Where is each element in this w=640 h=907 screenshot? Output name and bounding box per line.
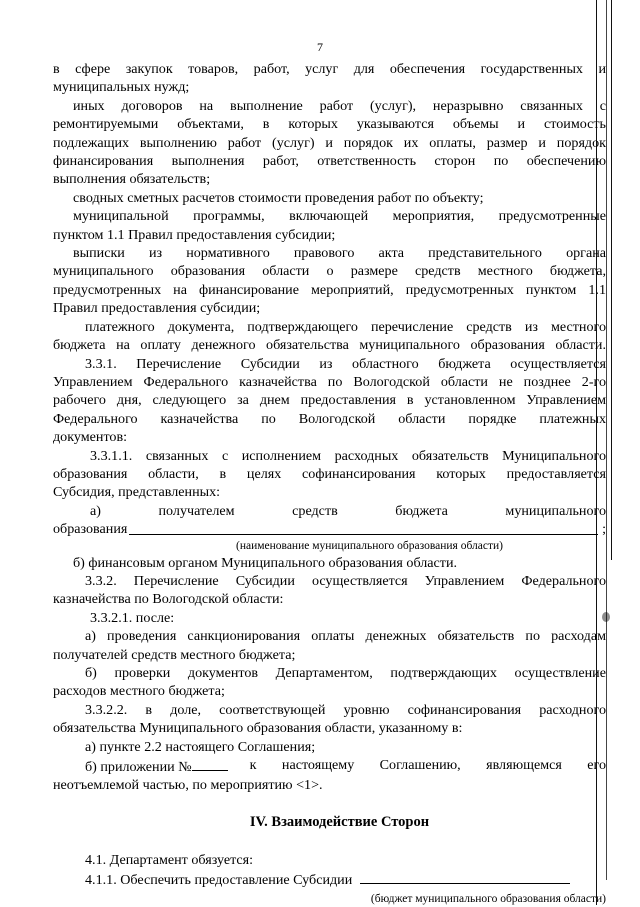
- text-line: образования области, в целях софинансирования которых предоставляется: [53, 465, 606, 482]
- text-line: сводных сметных расчетов стоимости проведения работ по объекту;: [73, 189, 484, 206]
- text-line-with-blank: [53, 756, 606, 776]
- text-line: б) проверки документов Департаментом, подтверждающих осуществление: [85, 665, 606, 681]
- text-line: 3.3.2. Перечисление Субсидии осуществляется Управлением Федерального: [85, 572, 606, 589]
- text-line: обязательства Муниципального образования области, указанному в:: [53, 720, 463, 737]
- text-line: 3.3.1.1. связанных с исполнением расходных обязательств Муниципального: [90, 447, 606, 464]
- text-line: а) проведения санкционирования оплаты денежных обязательств по расходам: [85, 628, 606, 645]
- text-fragment: б) приложении №: [85, 759, 192, 776]
- section-heading: IV. Взаимодействие Сторон: [249, 813, 430, 830]
- text-line: расходов местного бюджета;: [53, 683, 225, 700]
- text-line: а) получателем средств бюджета муниципального: [90, 502, 606, 519]
- text-line-with-blank: [53, 869, 606, 889]
- text-line: муниципальных нужд;: [53, 79, 190, 96]
- text-line: 3.3.2.1. после:: [90, 609, 175, 626]
- text-line: 3.3.1. Перечисление Субсидии из областного бюджета осуществляется: [85, 355, 606, 372]
- text-line: 3.3.2.2. в доле, соответствующей уровню софинансирования расходного: [85, 701, 606, 718]
- text-line: Субсидия, представленных:: [53, 484, 221, 501]
- text-line: финансирования выполнения работ, ответственность сторон по обеспечению: [53, 153, 606, 170]
- fill-in-blank: [129, 520, 598, 535]
- page-number: 7: [317, 40, 323, 54]
- text-line: рабочего дня, следующего за днем предоставления в установленном Управлением: [53, 392, 606, 409]
- field-caption: (наименование муниципального образования области): [236, 539, 503, 552]
- text-line: Управлением Федерального казначейства по Вологодской области не позднее 2-го: [53, 373, 606, 390]
- text-line: предусмотренных на финансирование мероприятий, предусмотренных пунктом 1.1: [53, 281, 606, 298]
- text-line: казначейства по Вологодской области:: [53, 591, 284, 608]
- text-fragment: 4.1.1. Обеспечить предоставление Субсидии: [85, 872, 353, 889]
- scan-edge-line: [606, 0, 607, 880]
- text-line: документов:: [53, 429, 128, 446]
- text-line: пунктом 1.1 Правил предоставления субсидии;: [53, 226, 336, 243]
- fill-in-blank: [192, 756, 228, 771]
- text-line-with-blank: [53, 520, 606, 538]
- fill-in-blank: [360, 869, 570, 884]
- scan-edge-line: [611, 0, 612, 560]
- text-line: выполнения обязательств;: [53, 171, 211, 188]
- text-line: выписки из нормативного правового акта представительного органа: [73, 245, 606, 262]
- text-line: подлежащих выполнению работ (услуг) и порядок их оплаты, размер и порядок: [53, 134, 606, 151]
- text-line: 4.1. Департамент обязуется:: [85, 851, 254, 868]
- text-line: муниципальной программы, включающей мероприятия, предусмотренные: [73, 208, 606, 225]
- document-body: [53, 60, 606, 907]
- text-line: а) пункте 2.2 настоящего Соглашения;: [85, 738, 316, 755]
- text-line: бюджета на оплату денежного обязательства муниципального образования области.: [53, 337, 606, 354]
- text-fragment: к настоящему Соглашению, являющемся его: [249, 757, 606, 774]
- text-line: иных договоров на выполнение работ (услуг), неразрывно связанных с: [73, 97, 606, 114]
- text-line: неотъемлемой частью, по мероприятию <1>.: [53, 777, 323, 794]
- field-caption: (бюджет муниципального образования области): [370, 892, 606, 905]
- text-line: б) финансовым органом Муниципального образования области.: [73, 554, 458, 571]
- text-line: платежного документа, подтверждающего перечисление средств из местного: [85, 318, 606, 335]
- text-line: получателей средств местного бюджета;: [53, 646, 296, 663]
- text-line: Федерального казначейства по Вологодской области порядке платежных: [53, 410, 606, 427]
- text-line: Правил предоставления субсидии;: [53, 300, 261, 317]
- text-line: в сфере закупок товаров, работ, услуг для обеспечения государственных и: [53, 61, 606, 77]
- text-fragment: [85, 756, 228, 776]
- text-fragment: ;: [602, 521, 606, 538]
- text-fragment: образования: [53, 521, 128, 538]
- text-line: муниципального образования области о размере средств местного бюджета,: [53, 263, 606, 280]
- text-line: ремонтируемыми объектами, в которых указываются объемы и стоимость: [53, 116, 606, 133]
